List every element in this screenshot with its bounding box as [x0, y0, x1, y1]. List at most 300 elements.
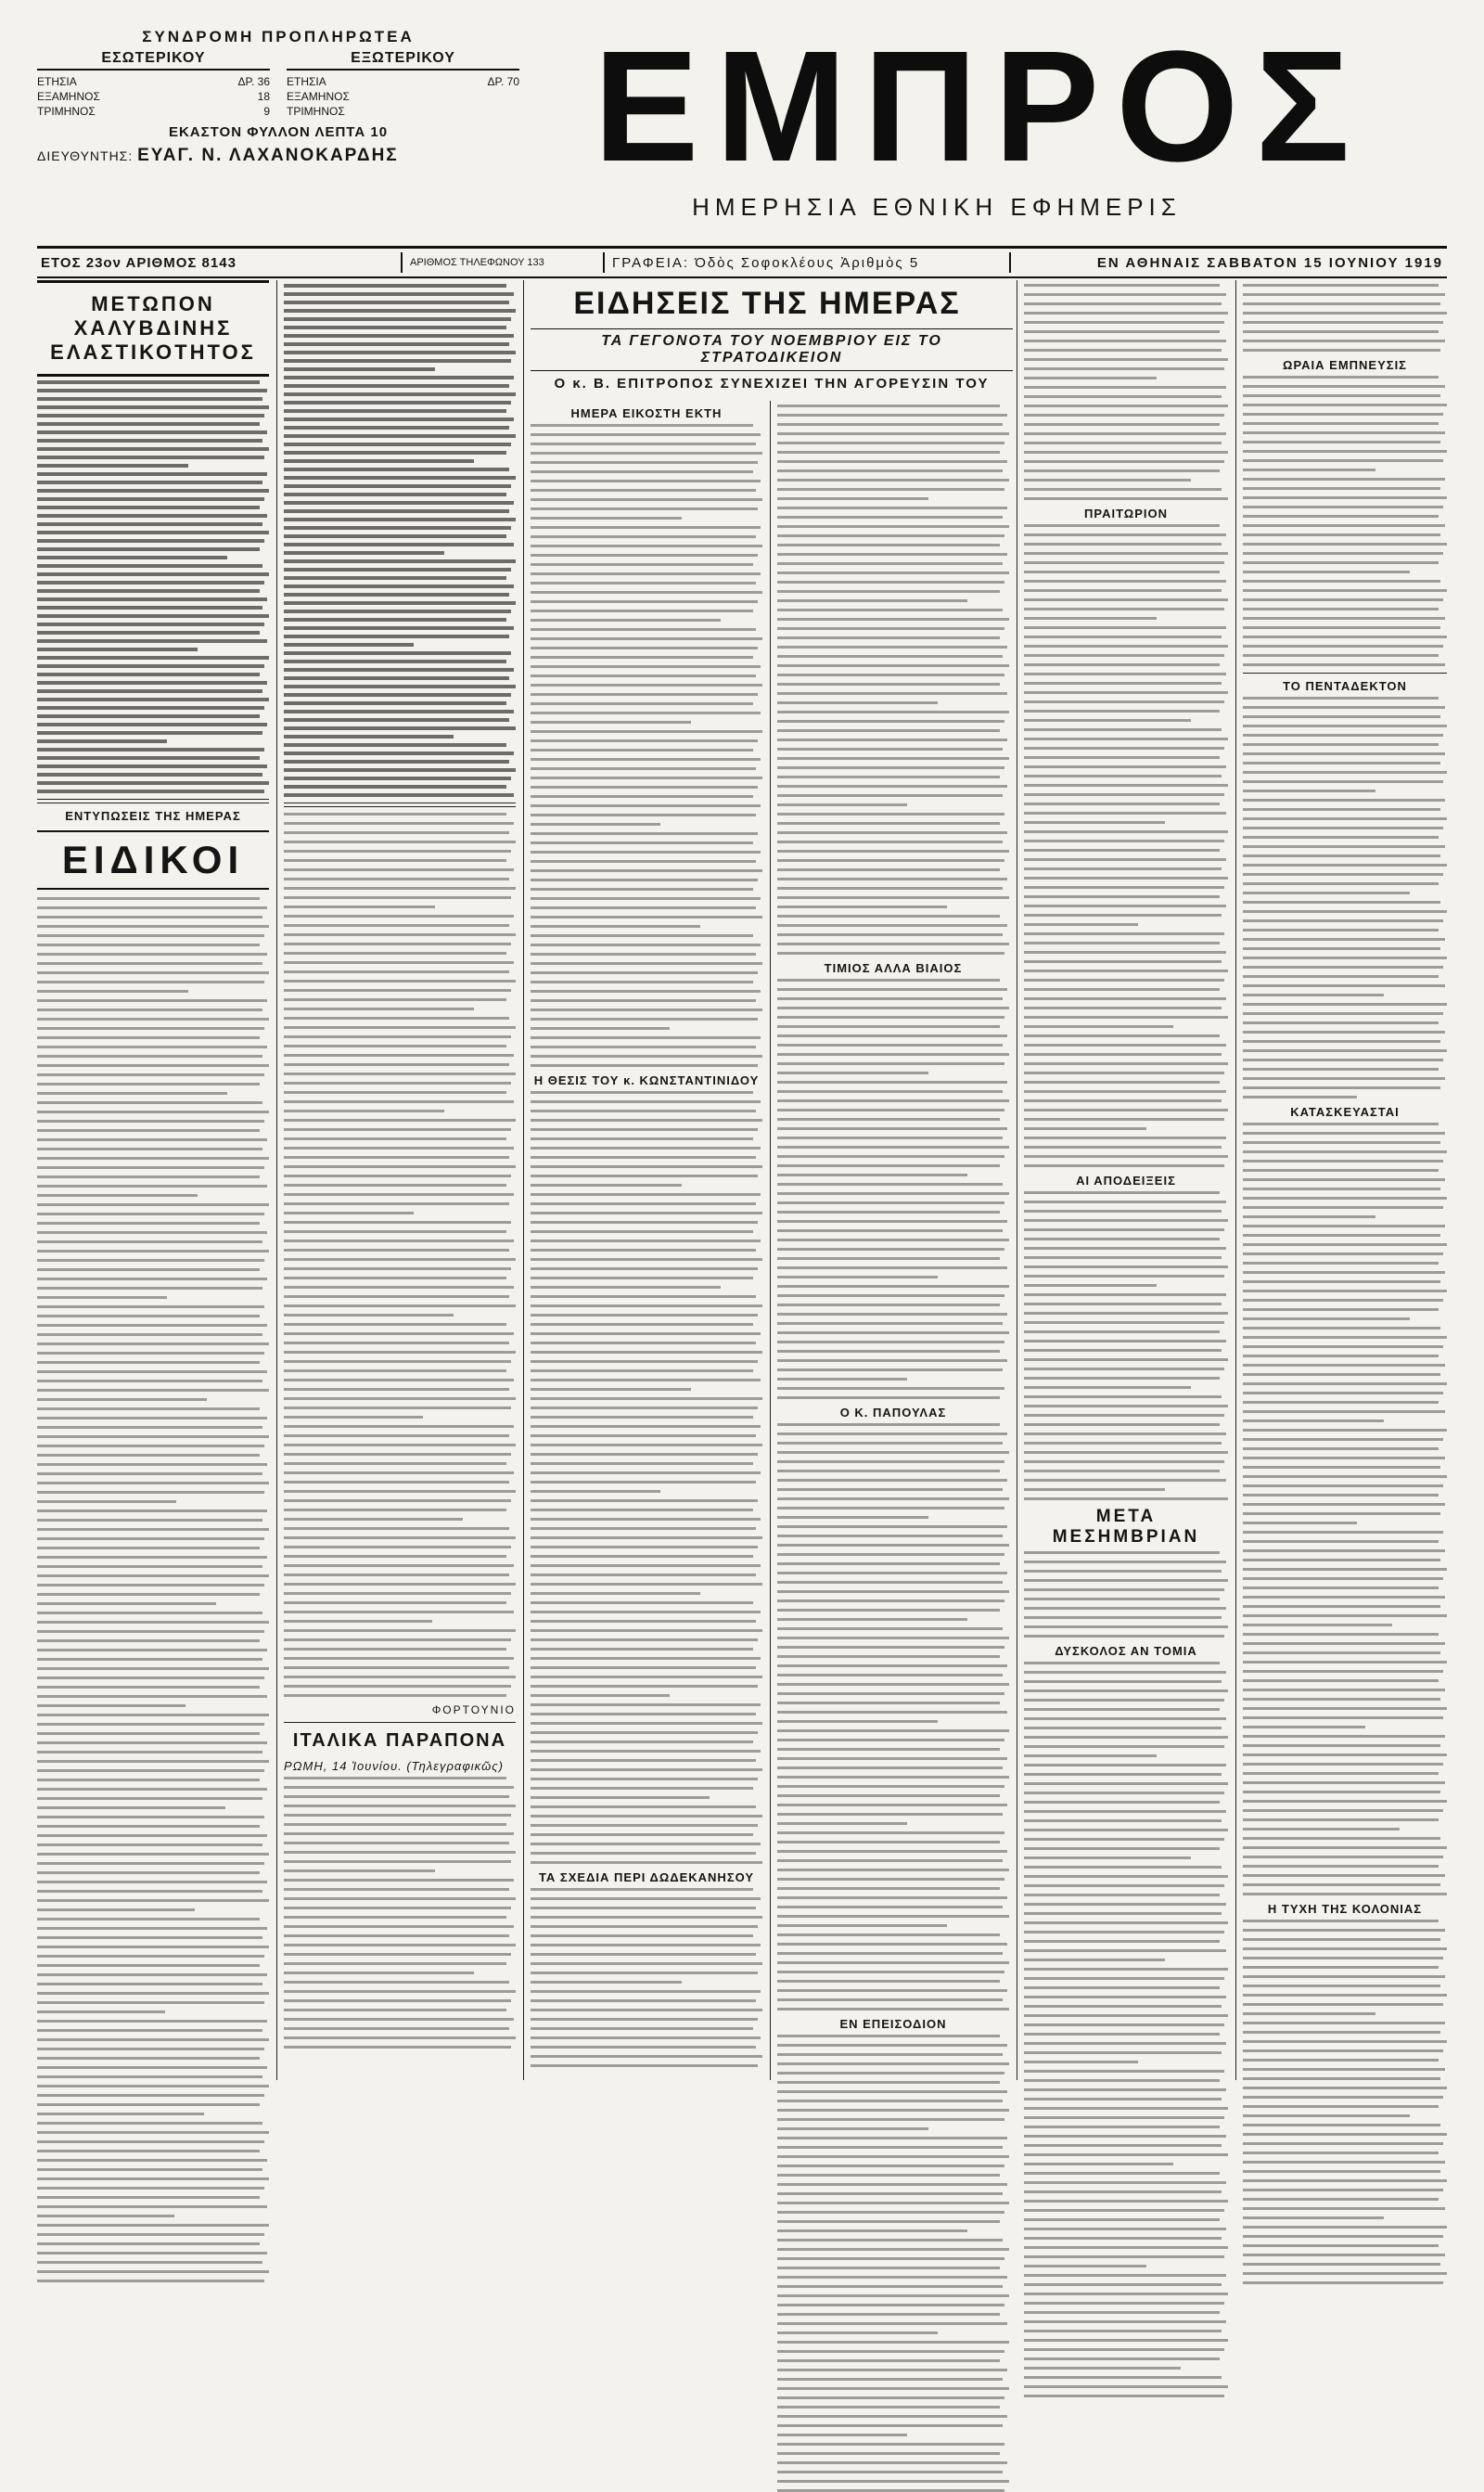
text-line: [777, 1488, 1003, 1491]
text-line: [37, 1639, 260, 1642]
text-line: [1024, 533, 1226, 536]
text-line: [1024, 608, 1224, 610]
text-line: [531, 1156, 756, 1159]
text-line: [37, 1565, 262, 1568]
text-line: [531, 1666, 756, 1669]
text-line: [37, 1008, 262, 1011]
text-line: [777, 711, 1009, 713]
text-line: [1024, 349, 1222, 352]
text-line: [1024, 2153, 1228, 2156]
text-line: [777, 1804, 1007, 1806]
text-line: [1024, 1856, 1191, 1859]
text-line: [37, 1018, 269, 1021]
text-line: [284, 1629, 516, 1632]
text-line: [37, 2242, 260, 2245]
text-line: [37, 1528, 269, 1531]
text-line: [1024, 1395, 1222, 1398]
text-line: [777, 739, 1007, 741]
text-line: [284, 301, 509, 304]
subscription-box: [37, 28, 519, 166]
text-line: [284, 1916, 506, 1919]
text-line: [37, 1027, 264, 1030]
text-line: [1024, 1312, 1228, 1315]
proofs-heading: ΑΙ ΑΠΟΔΕΙΞΕΙΣ: [1076, 1174, 1176, 1188]
text-line: [531, 526, 761, 529]
text-line: [1024, 812, 1226, 815]
text-line: [37, 1695, 267, 1698]
text-line: [531, 749, 753, 751]
text-line: [37, 1574, 269, 1577]
text-line: [284, 1601, 506, 1604]
text-line: [531, 424, 753, 427]
text-line: [37, 1046, 267, 1048]
news-text-17: [1243, 1920, 1447, 2284]
text-line: [1243, 2244, 1439, 2247]
text-line: [531, 1601, 753, 1604]
text-line: [284, 1814, 511, 1817]
text-line: [1024, 1662, 1220, 1664]
text-line: [1243, 1068, 1439, 1071]
text-line: [1024, 970, 1228, 972]
text-line: [777, 748, 1003, 751]
text-line: [37, 1185, 267, 1188]
text-line: [1024, 1414, 1224, 1417]
text-line: [531, 934, 753, 937]
text-line: [777, 1813, 1003, 1816]
text-line: [777, 2127, 928, 2130]
text-line: [284, 1453, 511, 1456]
text-line: [1024, 1219, 1228, 1222]
text-line: [1243, 1772, 1439, 1775]
text-line: [284, 292, 514, 296]
text-line: [1024, 1386, 1191, 1389]
text-line: [1243, 2049, 1443, 2052]
text-line: [284, 1777, 506, 1779]
news-subtitle-2: Ο κ. Β. ΕΠΙΤΡΟΠΟΣ ΣΥΝΕΧΙΖΕΙ ΤΗΝ ΑΓΟΡΕΥΣΙΝ ΤΟΥ: [554, 376, 990, 392]
text-line: [531, 461, 758, 464]
text-line: [531, 684, 762, 687]
text-line: [1243, 1957, 1443, 1959]
text-line: [37, 2196, 260, 2199]
text-line: [37, 723, 267, 726]
text-line: [1024, 1451, 1228, 1454]
text-line: [284, 1638, 511, 1641]
text-line: [1243, 1299, 1443, 1302]
text-line: [777, 1637, 1009, 1639]
text-line: [284, 751, 514, 755]
text-line: [1243, 1484, 1443, 1487]
text-line: [284, 1351, 516, 1354]
text-line: [37, 2113, 204, 2115]
text-line: [284, 1888, 509, 1891]
text-line: [531, 1128, 758, 1131]
text-line: [1024, 1912, 1222, 1915]
text-line: [37, 497, 264, 501]
text-line: [1243, 1938, 1440, 1941]
text-line: [531, 1314, 758, 1317]
text-line: [1243, 1308, 1439, 1311]
text-line: [531, 1536, 762, 1539]
text-line: [37, 664, 264, 668]
text-line: [284, 813, 506, 816]
text-line: [777, 636, 1000, 639]
text-line: [1243, 2142, 1443, 2145]
text-line: [1243, 2003, 1443, 2006]
text-line: [531, 879, 758, 881]
text-line: [777, 2285, 1003, 2288]
text-line: [1024, 1838, 1224, 1841]
news-text-14: [1243, 376, 1447, 666]
text-line: [37, 2187, 264, 2190]
text-line: [37, 1714, 269, 1716]
text-line: [1024, 2209, 1224, 2212]
smyrna-heading: ΩΡΑΙΑ ΕΜΠΝΕΥΣΙΣ: [1283, 358, 1407, 372]
text-line: [531, 1722, 762, 1725]
text-line: [37, 2177, 269, 2180]
text-line: [531, 1008, 762, 1011]
text-line: [1024, 2023, 1224, 2026]
text-line: [531, 814, 756, 816]
text-line: [531, 2055, 762, 2058]
text-line: [777, 952, 1004, 955]
text-line: [1024, 1810, 1226, 1813]
text-line: [777, 1748, 1000, 1751]
text-line: [531, 1518, 761, 1521]
text-line: [531, 1425, 761, 1428]
text-line: [37, 1964, 260, 1967]
text-line: [37, 2261, 262, 2264]
text-line: [284, 2009, 506, 2011]
text-line: [777, 2109, 1009, 2112]
text-line: [777, 2035, 1000, 2037]
text-line: [1243, 636, 1447, 638]
text-line: [1243, 2207, 1445, 2210]
text-line: [37, 2159, 267, 2162]
text-line: [531, 582, 756, 584]
text-line: [1243, 817, 1447, 820]
text-line: [284, 1082, 511, 1085]
text-line: [1024, 386, 1226, 389]
text-line: [777, 1581, 1003, 1584]
text-line: [37, 631, 260, 635]
text-line: [531, 1175, 758, 1177]
text-line: [1243, 1559, 1440, 1561]
text-line: [37, 1881, 267, 1883]
text-line: [284, 760, 509, 764]
text-line: [1024, 2283, 1222, 2286]
text-line: [777, 1313, 1007, 1316]
text-line: [37, 1908, 195, 1911]
text-line: [1243, 663, 1445, 666]
text-line: [1024, 617, 1157, 620]
text-line: [1243, 2068, 1445, 2071]
text-line: [37, 506, 260, 509]
text-line: [1024, 2079, 1220, 2082]
text-line: [284, 1202, 509, 1205]
text-line: [1243, 1883, 1440, 1886]
text-line: [1024, 756, 1220, 759]
text-line: [777, 2220, 1000, 2223]
text-line: [777, 646, 1007, 649]
text-line: [1243, 2198, 1439, 2201]
text-line: [284, 1416, 423, 1419]
text-line: [284, 1907, 511, 1909]
text-line: [284, 1407, 511, 1409]
text-line: [531, 1165, 762, 1168]
text-line: [37, 706, 264, 710]
text-line: [284, 651, 511, 655]
text-line: [1243, 496, 1447, 499]
text-line: [1024, 2098, 1222, 2100]
text-line: [777, 507, 1007, 509]
text-line: [284, 601, 516, 605]
text-line: [37, 739, 167, 743]
text-line: [1024, 1598, 1220, 1600]
text-line: [1243, 1503, 1445, 1506]
text-line: [1024, 580, 1226, 583]
text-line: [1243, 515, 1439, 518]
text-line: [1243, 478, 1445, 481]
text-line: [284, 367, 435, 371]
text-line: [37, 1287, 262, 1290]
news-text-2: [531, 1091, 762, 1864]
text-line: [777, 2008, 1009, 2010]
text-line: [1243, 1410, 1445, 1413]
text-line: [1024, 877, 1228, 880]
text-line: [531, 1119, 762, 1122]
text-line: [531, 554, 758, 557]
text-line: [1024, 905, 1226, 907]
text-line: [777, 729, 1000, 732]
text-line: [777, 423, 1003, 426]
text-line: [1024, 552, 1228, 555]
text-line: [777, 692, 1007, 695]
text-line: [37, 489, 269, 493]
text-line: [531, 1046, 756, 1048]
text-line: [1243, 1364, 1445, 1367]
text-line: [1024, 1210, 1222, 1213]
text-line: [1024, 1588, 1224, 1591]
text-line: [1243, 1846, 1447, 1849]
text-line: [777, 2146, 1003, 2149]
text-line: [37, 2020, 267, 2023]
text-line: [1243, 1003, 1447, 1006]
text-line: [37, 1083, 260, 1085]
text-line: [777, 1924, 947, 1927]
text-line: [777, 553, 1007, 556]
text-line: [37, 1973, 267, 1976]
text-line: [284, 635, 509, 638]
text-line: [37, 2085, 269, 2087]
text-line: [1243, 1327, 1440, 1329]
text-line: [1024, 1773, 1222, 1776]
text-line: [37, 556, 227, 559]
text-line: [777, 1044, 1003, 1047]
text-line: [37, 698, 269, 701]
text-line: [1243, 1929, 1445, 1932]
text-line: [777, 1609, 1000, 1612]
text-line: [284, 1063, 509, 1066]
text-line: [1243, 1401, 1439, 1404]
text-line: [37, 414, 264, 417]
text-line: [777, 1359, 1007, 1362]
text-line: [37, 1398, 207, 1401]
text-line: [531, 545, 762, 547]
text-line: [1024, 1053, 1222, 1056]
text-line: [531, 897, 761, 900]
masthead: [37, 19, 1447, 237]
text-line: [37, 1871, 260, 1874]
text-line: [284, 434, 516, 438]
domestic-label: ΕΣΩΤΕΡΙΚΟΥ: [37, 50, 270, 71]
text-line: [777, 822, 1000, 825]
text-line: [284, 2046, 511, 2049]
text-line: [531, 591, 762, 594]
text-line: [1024, 1303, 1222, 1305]
text-line: [531, 739, 758, 742]
text-line: [1024, 2367, 1181, 2370]
text-line: [1024, 488, 1222, 491]
text-line: [777, 544, 1000, 546]
text-line: [284, 896, 511, 899]
text-line: [531, 1972, 758, 1974]
text-line: [1024, 840, 1224, 842]
text-line: [284, 1258, 516, 1261]
text-line: [37, 2140, 264, 2143]
text-line: [1243, 845, 1445, 848]
text-line: [531, 1685, 758, 1688]
text-line: [531, 1944, 761, 1946]
text-line: [531, 1833, 753, 1836]
text-line: [777, 581, 1004, 584]
text-line: [1024, 2163, 1173, 2165]
text-line: [777, 2192, 1003, 2195]
text-line: [284, 1648, 506, 1651]
text-line: [1024, 1293, 1226, 1296]
text-line: [777, 1961, 1009, 1964]
text-line: [37, 1278, 267, 1280]
text-line: [1024, 2144, 1222, 2147]
text-line: [531, 1916, 762, 1919]
text-line: [284, 1100, 514, 1103]
text-line: [531, 1934, 753, 1937]
text-line: [531, 944, 761, 946]
text-line: [1024, 1146, 1222, 1149]
text-line: [284, 409, 506, 413]
text-line: [1024, 1819, 1222, 1822]
text-line: [37, 547, 260, 551]
text-line: [777, 2294, 1009, 2297]
text-line: [777, 2174, 1000, 2177]
text-line: [1243, 1726, 1365, 1728]
text-line: [777, 2164, 1004, 2167]
italian-text: [284, 1777, 516, 2049]
text-line: [531, 1611, 761, 1613]
text-line: [777, 785, 1007, 788]
text-line: [531, 2009, 762, 2011]
text-line: [1243, 349, 1440, 352]
text-line: [777, 2443, 1004, 2446]
text-line: [37, 1268, 260, 1271]
text-line: [1243, 524, 1445, 527]
text-line: [284, 376, 514, 379]
text-line: [1024, 2061, 1138, 2063]
text-line: [1243, 919, 1443, 922]
text-line: [777, 887, 1003, 890]
text-line: [1024, 1368, 1224, 1370]
text-line: [1024, 284, 1220, 287]
text-line: [37, 764, 267, 768]
text-line: [1243, 1781, 1445, 1784]
text-line: [777, 590, 1000, 593]
text-line: [284, 1230, 506, 1233]
text-line: [284, 509, 509, 513]
text-line: [284, 1972, 474, 1974]
text-line: [531, 916, 762, 918]
text-line: [1024, 367, 1224, 370]
text-line: [531, 1499, 758, 1502]
text-line: [1024, 377, 1157, 379]
text-line: [1024, 663, 1220, 666]
text-line: [1024, 423, 1220, 426]
text-line: [37, 962, 262, 965]
text-line: [1243, 608, 1439, 610]
text-line: [531, 1897, 761, 1900]
text-line: [37, 539, 264, 543]
text-line: [284, 1657, 514, 1660]
text-line: [1243, 543, 1447, 546]
text-line: [37, 1120, 264, 1123]
news-day: ΗΜΕΡΑ ΕΙΚΟΣΤΗ ΕΚΤΗ: [570, 406, 723, 420]
text-line: [777, 2369, 1007, 2371]
text-line: [531, 1036, 761, 1039]
text-line: [1243, 413, 1443, 416]
text-line: [531, 1379, 761, 1381]
text-line: [284, 1953, 511, 1956]
text-line: [777, 1387, 1004, 1390]
text-line: [284, 1795, 509, 1798]
text-line: [777, 1248, 1004, 1251]
text-line: [37, 1918, 260, 1920]
text-line: [531, 619, 721, 622]
news-text-16: [1243, 1123, 1447, 1895]
column-4: [777, 401, 1009, 2080]
text-line: [1024, 821, 1165, 824]
text-line: [1243, 1494, 1439, 1496]
text-line: [777, 460, 1007, 463]
text-line: [531, 1342, 756, 1344]
text-line: [284, 878, 509, 880]
text-line: [531, 1629, 762, 1632]
text-line: [1024, 765, 1226, 768]
text-line: [284, 568, 511, 572]
text-line: [531, 665, 761, 668]
news-text-9: [1024, 524, 1228, 1167]
text-line: [37, 1667, 269, 1670]
text-line: [777, 1239, 1009, 1241]
text-line: [37, 2205, 267, 2208]
text-line: [531, 962, 762, 965]
director-name: ΕΥΑΓ. Ν. ΛΑΧΑΝΟΚΑΡΔΗΣ: [137, 146, 399, 165]
text-line: [284, 743, 506, 747]
text-line: [531, 999, 756, 1002]
text-line: [37, 971, 269, 974]
text-line: [284, 831, 509, 834]
text-line: [777, 776, 1000, 778]
text-line: [37, 1537, 264, 1540]
text-line: [37, 1825, 260, 1828]
text-line: [531, 1221, 758, 1224]
